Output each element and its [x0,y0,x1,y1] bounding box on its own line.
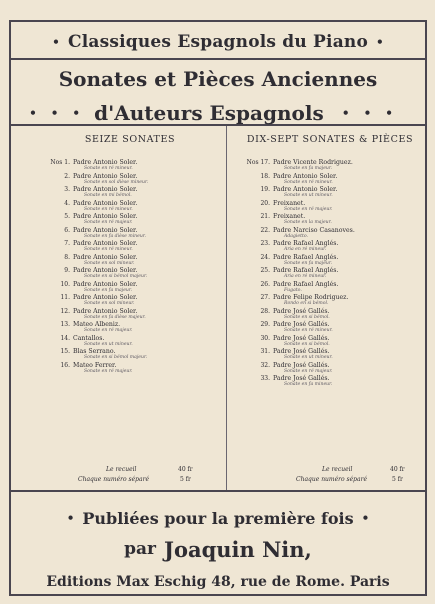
item-piece: Sonate en ut mineur. [284,193,333,199]
item-piece: Sonate en ut mineur. [284,355,333,361]
item-number: 11. [60,294,70,301]
list-item [40,200,220,214]
item-piece: Sonate en si bémol majeur. [84,355,148,361]
item-composer: Padre José Gallés. [273,375,330,382]
item-composer: Mateo Albeniz. [73,321,121,328]
right-price-value: 40 fr [390,466,405,473]
item-piece: Sonate en ré mineur. [284,179,333,185]
list-item [240,254,420,268]
right-each-label: Chaque numéro séparé [296,476,368,483]
list-item [240,321,420,335]
list-item [40,294,220,308]
item-piece: Sonate en ré majeur. [84,368,133,374]
item-composer: Padre Vicente Rodriguez. [273,159,353,166]
left-list [40,159,220,375]
item-composer: Padre José Gallés. [273,321,330,328]
ornament-dot: • [52,35,60,49]
item-composer: Padre Felipe Rodriguez. [273,294,349,301]
item-composer: Padre Antonio Soler. [73,159,138,166]
item-number: 20. [260,199,270,207]
item-piece: Sonate en si bémol majeur. [84,274,148,280]
item-composer: Freixanet. [273,213,306,220]
item-piece: Sonate en ut mineur. [84,341,133,347]
author-line [11,534,425,564]
list-item [40,227,220,241]
item-piece: Sonate en ré majeur. [84,328,133,334]
item-piece: Sonate en si bémol. [284,314,330,320]
list-item [240,213,420,227]
divider-line [9,490,427,492]
publisher-line: Editions Max Eschig 48, rue de Rome. Paris [46,574,390,590]
item-composer: Padre Antonio Soler. [73,172,138,180]
item-number: 18. [260,172,270,180]
list-item [240,173,420,187]
item-number: 29. [260,321,270,328]
right-each-value: 5 fr [392,476,403,483]
item-number: 10. [60,280,70,288]
item-piece: Sonate en mi bémol. [84,193,132,199]
left-price-label: Le recueil [106,466,137,473]
item-composer: Mateo Ferrer. [73,361,117,369]
right-list [240,159,420,389]
item-piece: Sonate en fa mineur. [284,382,333,388]
list-item [40,321,220,335]
item-number: 2. [64,172,70,180]
item-composer: Blas Serrano. [73,348,116,355]
published-text: Publiées pour la première fois [82,508,354,528]
list-item [240,267,420,281]
item-composer: Padre Antonio Soler. [73,294,138,301]
main-title-row [11,62,425,96]
item-piece: Sonate en ré mineur. [84,206,133,212]
list-item [240,335,420,349]
item-number: 12. [60,307,70,315]
item-composer: Padre Rafael Anglés. [273,280,339,288]
item-piece: Rondo en si bémol. [284,301,329,307]
ornament-dots: ••• [323,106,407,120]
list-item [240,281,420,295]
item-composer: Padre Antonio Soler. [73,307,138,315]
item-piece: Sonate en fa majeur. [284,166,333,172]
list-item [240,159,420,173]
item-number: 6. [64,226,70,234]
list-item [40,362,220,376]
left-each-label: Chaque numéro séparé [78,476,150,483]
left-each-value: 5 fr [180,476,191,483]
item-piece: Aria en ré mineur. [284,274,327,280]
item-number: 13. [60,321,70,328]
list-item [40,267,220,281]
item-piece: Sonate en fa majeur. [84,287,133,293]
list-item [240,294,420,308]
item-composer: Padre Antonio Soler. [73,267,138,274]
list-item [40,281,220,295]
item-number: 23. [260,240,270,247]
item-piece: Sonate en fa majeur. [284,260,333,266]
list-item [240,375,420,389]
item-number: 27. [260,294,270,301]
item-piece: Sonate en sol mineur. [84,260,135,266]
left-column-heading: SEIZE SONATES [84,134,176,145]
divider-line [9,58,427,60]
item-number: 28. [260,307,270,315]
list-item [40,308,220,322]
item-number: 32. [260,361,270,369]
right-column [240,134,420,389]
list-item [40,254,220,268]
item-number: 26. [260,280,270,288]
item-piece: Sonate en ré mineur. [84,166,133,172]
list-item [40,335,220,349]
by-text: par [124,539,157,559]
item-composer: Padre Antonio Soler. [73,213,138,220]
item-piece: Sonate en ré majeur. [284,368,333,374]
item-number: 8. [64,253,70,261]
list-item [240,240,420,254]
item-number: 5. [64,213,70,220]
published-line [11,506,425,530]
item-piece: Sonate en fa dièse majeur. [84,314,146,320]
item-number: Nos 1. [50,159,70,166]
item-piece: Sonate en ré mineur. [84,247,133,253]
item-composer: Padre Antonio Soler. [73,226,138,234]
item-piece: Adagietto. [284,233,308,239]
column-divider [226,126,227,490]
item-composer: Padre José Gallés. [273,334,330,342]
list-item [240,362,420,376]
subtitle: d'Auteurs Espagnols [94,101,324,125]
left-price-value: 40 fr [178,466,193,473]
item-composer: Padre José Gallés. [273,307,330,315]
item-composer: Padre Antonio Soler. [73,186,138,193]
item-piece: Fugato. [284,287,302,293]
list-item [240,227,420,241]
item-number: 33. [260,375,270,382]
list-item [40,213,220,227]
item-number: 16. [60,361,70,369]
list-item [240,186,420,200]
item-piece: Sonate en ré mineur. [284,328,333,334]
list-item [40,348,220,362]
list-item [40,186,220,200]
item-piece: Sonate en si bémol. [284,341,330,347]
item-composer: Padre Antonio Soler. [73,280,138,288]
item-piece: Sonate en fa dièse mineur. [84,233,146,239]
item-composer: Padre José Gallés. [273,361,330,369]
left-column [40,134,220,375]
ornament-dots: ••• [29,106,95,120]
item-number: 7. [64,240,70,247]
list-item [40,159,220,173]
list-item [40,173,220,187]
item-composer: Padre Antonio Soler. [273,172,338,180]
series-title-row [11,28,425,56]
item-number: 30. [260,334,270,342]
item-number: 22. [260,226,270,234]
item-number: 4. [64,199,70,207]
subtitle-row [11,98,425,128]
item-number: 14. [60,334,70,342]
item-composer: Padre Antonio Soler. [73,199,138,207]
list-item [240,308,420,322]
item-composer: Padre Narciso Casanoves. [273,226,355,234]
list-item [240,200,420,214]
right-column-heading: DIX-SEPT SONATES & PIÈCES [246,134,414,145]
item-number: 15. [60,348,70,355]
item-number: 9. [64,267,70,274]
item-number: 24. [260,253,270,261]
ornament-dot: • [361,511,370,525]
author-name: Joaquin Nin, [164,536,312,562]
ornament-dot: • [376,35,384,49]
item-number: 25. [260,267,270,274]
item-composer: Padre Antonio Soler. [73,253,138,261]
item-composer: Padre Rafael Anglés. [273,240,339,247]
item-composer: Padre Rafael Anglés. [273,253,339,261]
item-number: 19. [260,186,270,193]
item-number: 31. [260,348,270,355]
item-number: Nos 17. [246,159,270,166]
item-piece: Sonate en la majeur. [284,220,332,226]
main-title: Sonates et Pièces Anciennes [58,67,378,91]
item-piece: Sonate en ré majeur. [284,206,333,212]
item-composer: Padre Antonio Soler. [73,240,138,247]
item-piece: Sonate en sol mineur. [84,301,135,307]
item-number: 21. [260,213,270,220]
list-item [40,240,220,254]
item-piece: Sonate en sol dièse mineur. [84,179,149,185]
item-composer: Padre Rafael Anglés. [273,267,339,274]
list-item [240,348,420,362]
item-composer: Cantallos. [73,334,105,342]
item-composer: Padre Antonio Soler. [273,186,338,193]
item-number: 3. [64,186,70,193]
item-piece: Aria en ré mineur. [284,247,327,253]
item-piece: Sonate en ré majeur. [84,220,133,226]
item-composer: Freixanet. [273,199,306,207]
series-title: Classiques Espagnols du Piano [67,32,369,52]
ornament-dot: • [66,511,75,525]
item-composer: Padre José Gallés. [273,348,330,355]
right-price-label: Le recueil [322,466,353,473]
